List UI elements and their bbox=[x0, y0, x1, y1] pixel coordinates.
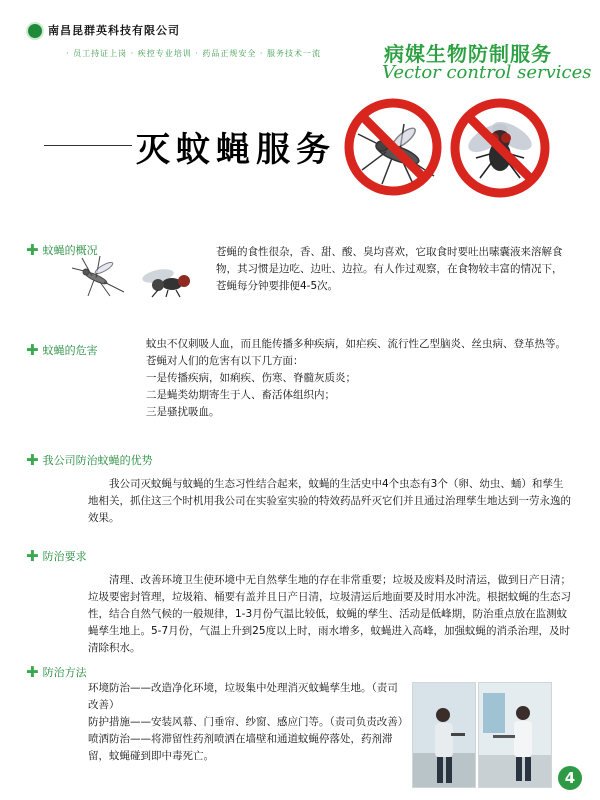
methods-text bbox=[88, 680, 408, 765]
methods-line: 环境防治——改造净化环境，垃圾集中处理消灭蚊蝇孳生地。（责司改善） bbox=[88, 682, 398, 711]
page-title: 灭蚊蝇服务 bbox=[136, 130, 336, 170]
hazards-line: 蚊虫不仅刺吸人血，而且能传播多种疾病，如疟疾、流行性乙型脑炎、丝虫病、登革热等。 bbox=[146, 338, 566, 350]
overview-text: 苍蝇的食性很杂，香、甜、酸、臭均喜欢，它取食时要吐出嗉囊液来溶解食物，其习惯是边吃、边吐、边拉。有人作过观察，在食物较丰富的情况下，苍蝇每分钟要排便4-5次。 bbox=[216, 246, 563, 292]
hazards-line: 苍蝇对人们的危害有以下几方面： bbox=[146, 355, 304, 367]
section-heading-advantages-label: 我公司防治蚊蝇的优势 bbox=[42, 454, 153, 467]
section-heading-hazards bbox=[26, 342, 98, 358]
methods-line: 防护措施——安装风幕、门垂帘、纱窗、感应门等。（责司负责改善） bbox=[88, 716, 409, 728]
page-number: 4 bbox=[558, 766, 582, 790]
plus-bullet-icon: ✚ bbox=[26, 340, 39, 359]
hazards-line: 二是蝇类幼期寄生于人、畜活体组织内； bbox=[146, 389, 335, 401]
section-heading-methods bbox=[26, 664, 87, 680]
company-logo-icon bbox=[26, 22, 44, 40]
company-name: 南昌昆群英科技有限公司 bbox=[48, 24, 180, 37]
company-motto: · 员工持证上岗 · 疾控专业培训 · 药品正规安全 · 服务技术一流 bbox=[66, 49, 321, 58]
section-heading-hazards-label: 蚊蝇的危害 bbox=[42, 344, 98, 357]
plus-bullet-icon: ✚ bbox=[26, 662, 39, 681]
fly-illustration-icon bbox=[134, 262, 198, 298]
header-subtitle: Vector control services bbox=[382, 62, 592, 83]
section-heading-overview-label: 蚊蝇的概况 bbox=[42, 244, 98, 257]
section-heading-requirements-label: 防治要求 bbox=[42, 550, 87, 563]
plus-bullet-icon: ✚ bbox=[26, 240, 39, 259]
advantages-text: 我公司灭蚊蝇与蚊蝇的生态习性结合起来，蚊蝇的生活史中4个虫态有3个（卵、幼虫、蛹）和孳生地相关，抓住这三个时机用我公司在实验室实验的特效药品歼灭它们并且通过治理孳生地达到一劳永逸的效果。 bbox=[88, 478, 571, 524]
photo-spraying-room bbox=[478, 682, 552, 788]
methods-line: 喷洒防治——将滞留性药剂喷洒在墙壁和通道蚊蝇停落处，药剂滞留，蚊蝇碰到即中毒死亡。 bbox=[88, 733, 393, 762]
section-heading-advantages bbox=[26, 452, 153, 468]
plus-bullet-icon: ✚ bbox=[26, 546, 39, 565]
plus-bullet-icon: ✚ bbox=[26, 450, 39, 469]
section-heading-requirements bbox=[26, 548, 87, 564]
requirements-text: 清理、改善环境卫生使环境中无自然孳生地的存在非常重要；垃圾及废料及时清运，做到日产日清；垃圾要密封管理，垃圾箱、桶要有盖并且日产日清，垃圾清运后地面要及时用水冲洗。根据蚊蝇的生态习性，结合自然气候的一般规律，1-3月份气温比较低，蚊蝇的孳生、活动是低峰期，防治重点放在监测蚊蝇孳生地上。5-7月份，气温上升到25度以上时，雨水增多，蚊蝇进入高峰，加强蚊蝇的消杀治理，及时清除积水。 bbox=[88, 574, 571, 654]
hazards-line: 三是骚扰吸血。 bbox=[146, 406, 220, 418]
header-title: 病媒生物防制服务 bbox=[384, 42, 552, 66]
no-fly-sign-icon bbox=[448, 96, 552, 200]
photo-spraying-indoor bbox=[412, 682, 476, 788]
hazards-text bbox=[146, 336, 572, 421]
title-rule bbox=[44, 145, 132, 146]
section-heading-methods-label: 防治方法 bbox=[42, 666, 87, 679]
mosquito-illustration-icon bbox=[70, 248, 128, 298]
hazards-line: 一是传播疾病，如痢疾、伤寒、脊髓灰质炎； bbox=[146, 372, 356, 384]
no-mosquito-sign-icon bbox=[342, 96, 444, 198]
